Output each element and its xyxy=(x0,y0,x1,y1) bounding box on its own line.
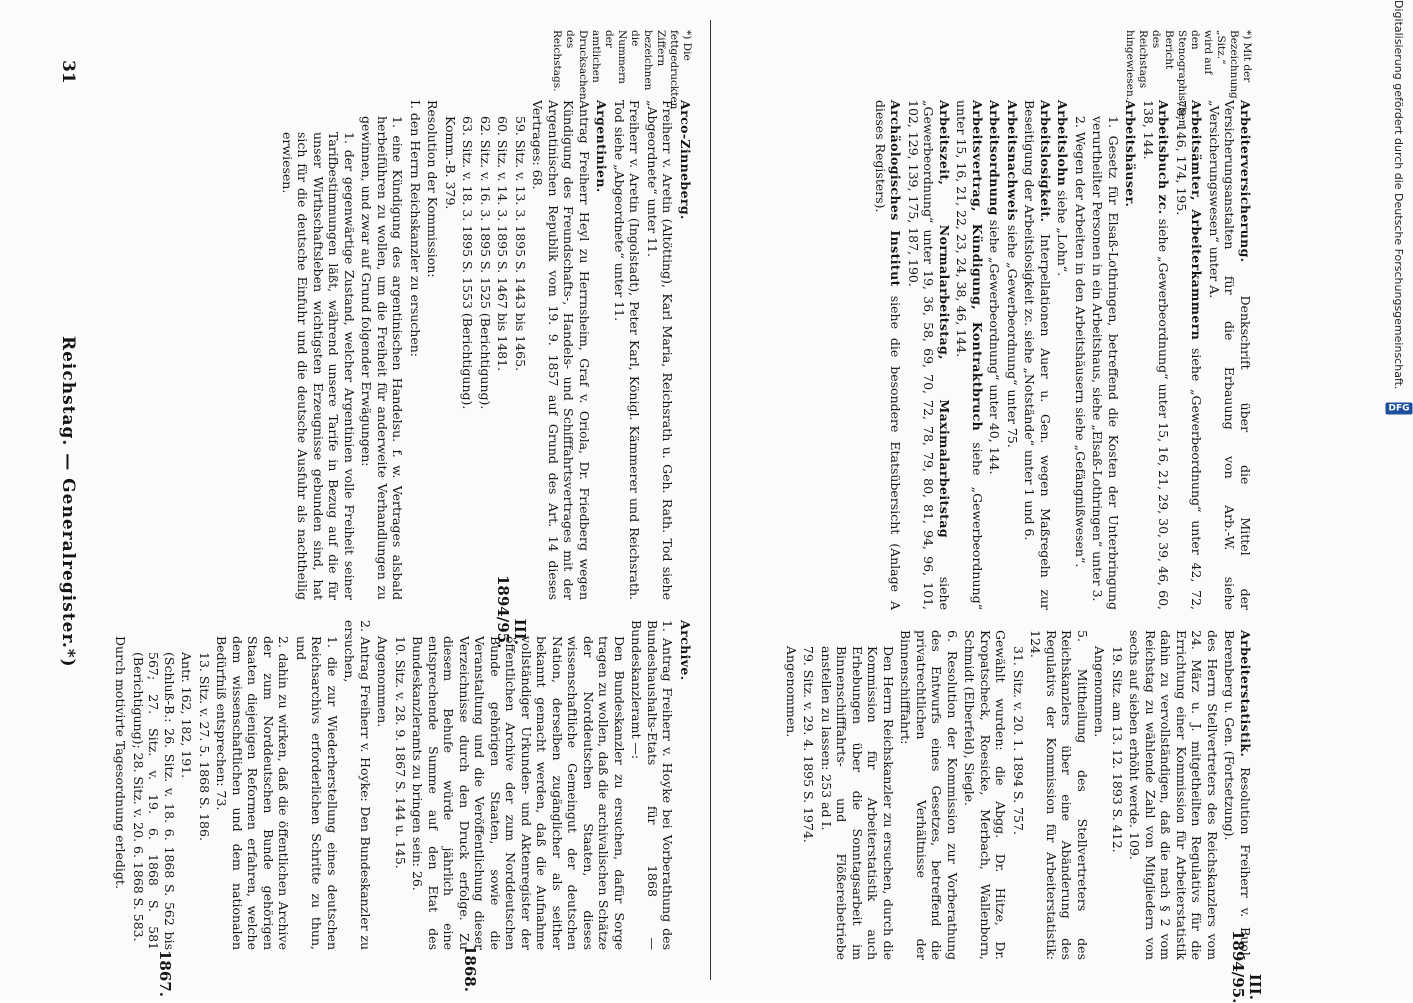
entry-text: 2. Antrag Freiherr v. Hoyke: Den Bundeskanzler zu ersuchen, xyxy=(342,620,373,950)
register-entry xyxy=(495,100,511,600)
entry-text: siehe „Lohn“. xyxy=(1055,186,1071,277)
entry-text: siehe „Gewerbeordnung“ unter 15, 16, 21, 29, 30, 39, 46, 60, 138, 144. xyxy=(1141,100,1172,611)
entry-text: 59. Sitz. v. 13. 3. 1895 S. 1443 bis 1465. xyxy=(513,116,528,372)
register-entry xyxy=(1055,100,1071,610)
register-entry xyxy=(962,630,1009,960)
entry-text: 5. Mittheilung des Stellvertreters des Reichskanzlers über eine Abänderung des Regulativs der Kommission für Arbeiterstatistik: 124. xyxy=(1028,630,1090,960)
entry-keyword: Arbeitslohn xyxy=(1055,100,1071,187)
entry-text: Komm.-B. 379. xyxy=(443,116,458,210)
entry-keyword: Arbeitsordnung xyxy=(987,100,1003,216)
entry-text: Resolution Freiherr v. Buol-Berenberg u. Gen. (Fortsetzung). xyxy=(1222,630,1253,960)
entry-text: Angenommen. xyxy=(784,646,799,738)
margin-label-1867: 1867. xyxy=(156,950,174,997)
register-entry xyxy=(1127,630,1220,960)
entry-text: siehe „Gewerbeordnung“ unter 19, 36, 58, 69, 70, 72, 78, 79, 80, 81, 94, 96, 101, 102, 129, 139, 175, 187, 190. xyxy=(906,100,952,610)
dfg-logo: DFG xyxy=(1385,403,1412,415)
entry-text: Den Herrn Reichskanzler zu ersuchen, durch die Kommission für Arbeiterstatistik auch Erhebungen über die Sonntagsarbeit im Binnenschifffahrts- und Flößereibetriebe anstellen zu lassen: 253 ad I. xyxy=(819,646,896,960)
register-entry xyxy=(478,100,494,600)
entry-text: 1. die zur Wiederherstellung eines deutschen Reichsarchivs erforderlichen Schritte zu thun, und xyxy=(294,636,340,950)
entry-text: 1. eine Kündigung des argentinischen Handelsu. f. w. Vertrages alsbald herbeiführen zu wollen, um die Freiheit für anderweite Verhandlungen zu gewinnen, und zwar auf Grund folgender Erwägungen: xyxy=(359,116,406,600)
entry-text: 19. Sitz. am 13. 12. 1893 S. 412. xyxy=(1110,646,1125,853)
register-entry xyxy=(294,620,341,950)
register-entry xyxy=(179,620,195,950)
register-entry xyxy=(410,620,627,950)
entry-text: 2. dahin zu wirken, daß die öffentlichen Archive der zum Norddeutschen Bunde gehörigen Staaten diejenigen Reformen erfahren, welche dem wissenschaftlichen und dem nationalen Bedürfniß entsprechen: 73. xyxy=(214,636,292,950)
register-entry xyxy=(375,620,391,950)
entry-text: siehe „Gewerbeordnung“ unter 75. xyxy=(1005,220,1020,448)
register-entry xyxy=(1174,100,1205,610)
column-divider xyxy=(710,20,711,980)
entry-keyword: Archive. xyxy=(678,620,693,681)
register-entry xyxy=(906,100,953,610)
entry-text: des Herrn Stellvertreters des Reichskanzlers vom 24. März u. J. mitgetheilten Regulativs für die Errichtung einer Kommission für Arbeiterstatistik dahin zu vervollständigen, daß die nach § 2 vom Reichstag zu wählende Zahl von Mitgliedern von sechs auf sieben erhöht werde. 109. xyxy=(1127,630,1220,960)
footnote-right: *) Die fettgedruckten Ziffern bezeichnen die Nummern der amtlichen Drucksachen des Reichstags. xyxy=(551,30,693,110)
register-entry xyxy=(1011,630,1027,960)
register-entry xyxy=(131,620,178,950)
register-entry xyxy=(425,100,441,600)
entry-text: 1. der gegenwärtige Zustand, welcher Argentinien volle Freiheit seiner Tarifbestimmungen läßt, während unsere Tarife in Bezug auf die für unser Wirthschaftsleben wichtigsten Erzeugnisse gebunden sind, hat sich für die deutsche Einfuhr und die deutsche Ausfuhr als nachtheilig erwiesen. xyxy=(280,132,357,600)
entry-text: Resolution der Kommission: xyxy=(425,100,441,278)
entry-keyword: Argentinien. xyxy=(594,100,610,193)
entry-text: Durch motivirte Tagesordnung erledigt. xyxy=(113,636,129,889)
register-entry xyxy=(214,620,292,950)
register-entry xyxy=(1092,630,1108,960)
entry-keyword: Arbeiterstatistik. xyxy=(1238,630,1253,758)
register-entry xyxy=(197,620,213,950)
entry-text: 2. Wegen der Arbeiten in den Arbeitshäusern siehe „Gefängnißwesen“. xyxy=(1073,116,1088,568)
register-entry xyxy=(873,100,904,610)
register-entry xyxy=(530,100,592,600)
column-archive-entries xyxy=(93,620,693,950)
register-entry xyxy=(898,630,960,960)
entry-text: Angenommen. xyxy=(1092,646,1108,738)
entry-text: siehe „Gewerbeordnung“ unter 15, 16, 21, 22, 23, 24, 38, 46, 144. xyxy=(954,100,985,610)
entry-text: 79. Sitz. v. 29. 4. 1895 S. 1974. xyxy=(801,646,817,843)
register-entry xyxy=(280,100,358,600)
entry-text: Antrag Freiherr Heyl zu Herrnsheim, Graf v. Oriola, Dr. Friedberg wegen Kündigung des Freundschafts-, Handels- und Schifffahrtsvertrages mit der Argentinischen Republik vom 19. 9. 1857 auf Grund des Art. 14 dieses Vertrages: 68. xyxy=(530,100,592,600)
entry-keyword: Arbeitsbuch zc. xyxy=(1156,100,1172,215)
entry-text: 10. Sitz. v. 28. 9. 1867 S. 144 u. 145. xyxy=(393,636,408,869)
credit-text: Digitalisierung gefördert durch die Deutsche Forschungsgemeinschaft. xyxy=(1392,0,1406,390)
register-entry xyxy=(784,630,800,960)
register-entry xyxy=(393,620,409,950)
entry-text: 62. Sitz. v. 16. 3. 1895 S. 1525 (Berichtigung). xyxy=(478,116,493,410)
margin-label-1868: 1868. xyxy=(461,945,479,992)
entry-text: Denkschrift über die Mittel der Versicherungsanstalten für die Erbauung von Arb.-W. siehe „Versicherungswesen“ unter A. xyxy=(1207,100,1253,610)
entry-text: Antr. 162, 182, 191. xyxy=(179,652,195,779)
entry-keyword: Arbeitsvertrag, Kündigung, Kontraktbruch xyxy=(970,100,985,432)
register-entry xyxy=(1005,100,1021,610)
entry-text: siehe die besondere Etatsübersicht (Anlage A dieses Registers). xyxy=(873,100,904,610)
entry-text: (Schluß-B.: 26. Sitz. v. 18. 6. 1868 S. 562 bis 567; 27. Sitz. v. 19. 6. 1868 S. 581 (Berichtigung); 28. Sitz. v. 20. 6. 1868 S. 583. xyxy=(131,652,177,950)
register-entry xyxy=(678,100,694,600)
header-title: Reichstag. — Generalregister.*) xyxy=(58,335,78,668)
register-entry xyxy=(629,620,676,950)
entry-keyword: Arbeitshäuser. xyxy=(1123,100,1139,208)
column-arbeiterstatistik-entries xyxy=(723,630,1253,960)
register-entry xyxy=(113,620,129,950)
entry-text: siehe „Gewerbeordnung“ unter 42, 72, 78, 146, 174, 195. xyxy=(1174,100,1205,610)
register-entry xyxy=(359,100,406,600)
register-entry xyxy=(443,100,459,600)
register-entry xyxy=(1141,100,1172,610)
register-entry xyxy=(1073,100,1089,610)
entry-keyword: Arbeitszeit, Normalarbeitstag, Maximalarbeitstag xyxy=(937,100,952,538)
column-arbeit-entries xyxy=(723,100,1253,610)
entry-keyword: Arbeiterversicherung. xyxy=(1238,100,1253,263)
entry-keyword: Arbeitslosigkeit. xyxy=(1038,100,1053,223)
entry-text: Gewählt wurden: die Abgg. Dr. Hitze, Dr. Kropatscheck, Roesicke, Merbach, Wallenborn, Schmidt (Elberfeld), Siegle. xyxy=(962,630,1009,960)
register-entry xyxy=(819,630,897,960)
entry-text: Freiherr v. Aretin (Altötting), Karl Maria, Reichsrath u. Geh. Rath. Tod siehe „Abgeordnete“ unter 11. xyxy=(645,100,676,600)
register-entry xyxy=(460,100,476,600)
entry-keyword: Arco-Zinneberg. xyxy=(678,100,693,220)
register-entry xyxy=(594,100,610,600)
register-entry xyxy=(1090,100,1121,610)
register-entry xyxy=(1110,630,1126,960)
register-entry xyxy=(612,100,643,600)
entry-text: 60. Sitz. v. 14. 3. 1895 S. 1467 bis 1481. xyxy=(495,116,511,372)
footnote-left: *) Mit der Bezeichnung „Sitz.“ wird auf den Stenographischen Bericht des Reichstags hingewiesen. xyxy=(1124,30,1253,127)
register-entry xyxy=(408,100,424,600)
entry-keyword: Arbeitsnachweis xyxy=(1005,100,1020,221)
entry-keyword: Archäologisches Institut xyxy=(888,100,904,287)
entry-text: Angenommen. xyxy=(375,636,391,728)
entry-text: 6. Resolution der Kommission zur Vorberathung des Entwurfs eines Gesetzes, betreffend die privatrechtlichen Verhältnisse der Binnenschifffahrt: xyxy=(898,630,960,960)
register-entry xyxy=(954,100,985,610)
register-entry xyxy=(1207,100,1254,610)
entry-keyword: Arbeitsämter, Arbeiterkammern xyxy=(1189,100,1205,341)
register-entry xyxy=(1022,100,1053,610)
register-entry xyxy=(678,620,694,950)
register-entry xyxy=(645,100,676,600)
entry-text: Den Bundeskanzler zu ersuchen, dafür Sorge tragen zu wollen, daß die archivalischen Schätze der Norddeutschen Staaten, dieses wissenschaftliche Gemeingut der deutschen Nation, derselben zugänglicher als seither bekannt gemacht werden, daß die Aufnahme vollständiger Urkunden- und Aktenregister der öffentlichen Archive der zum Norddeutschen Bunde gehörigen Staaten, sowie die Veranstaltung und die Veröffentlichung dieser Verzeichnisse durch den Druck erfolge. Zu diesem Behufe würde jährlich eine entsprechende Summe auf den Etat des Bundeskanzleramts zu bringen sein: 26. xyxy=(410,636,627,950)
page-number: 31 xyxy=(58,60,78,84)
entry-text: Freiherr v. Aretin (Ingolstadt), Peter Karl, Königl. Kämmerer und Reichsrath. Tod siehe „Abgeordnete“ unter 11. xyxy=(612,100,643,600)
entry-text: 1. Gesetz für Elsaß-Lothringen, betreffend die Kosten der Unterbringung verurtheilter Personen in ein Arbeitshaus, siehe „Elsaß-Lothringen“ unter 3. xyxy=(1090,116,1121,610)
column-argentinien-entries xyxy=(93,100,693,600)
register-entry xyxy=(513,100,529,600)
entry-text: 63. Sitz. v. 18. 3. 1895 S. 1553 (Berichtigung). xyxy=(460,116,476,410)
entry-text: 1. Antrag Freiherr v. Hoyke bei Vorberathung des Bundeshaushalts-Etats für 1868 — Bundeskanzleramt —: xyxy=(629,620,676,950)
credit-bar xyxy=(1388,0,1410,1000)
margin-label-session-right: III. 1894/95. xyxy=(494,575,529,649)
margin-label-session-left: III. 1894/95. xyxy=(1229,930,1264,1003)
entry-text: 31. Sitz. v. 20. 1. 1894 S. 757. xyxy=(1011,646,1026,835)
register-entry xyxy=(801,630,817,960)
register-entry xyxy=(987,100,1003,610)
running-header xyxy=(53,60,83,940)
register-entry xyxy=(1123,100,1139,610)
entry-text: siehe „Gewerbeordnung“ unter 40, 144. xyxy=(987,215,1003,475)
register-entry xyxy=(342,620,373,950)
register-entry xyxy=(1028,630,1090,960)
register-entry xyxy=(1222,630,1253,960)
entry-text: Interpellationen Auer u. Gen. wegen Maßregeln zur Beseitigung der Arbeitslosigkeit zc. siehe „Notstände“ unter 1 und 6. xyxy=(1022,100,1053,610)
entry-text: I. den Herrn Reichskanzler zu ersuchen: xyxy=(408,100,423,358)
entry-text: 13. Sitz. v. 27. 5. 1868 S. 186. xyxy=(197,652,212,841)
